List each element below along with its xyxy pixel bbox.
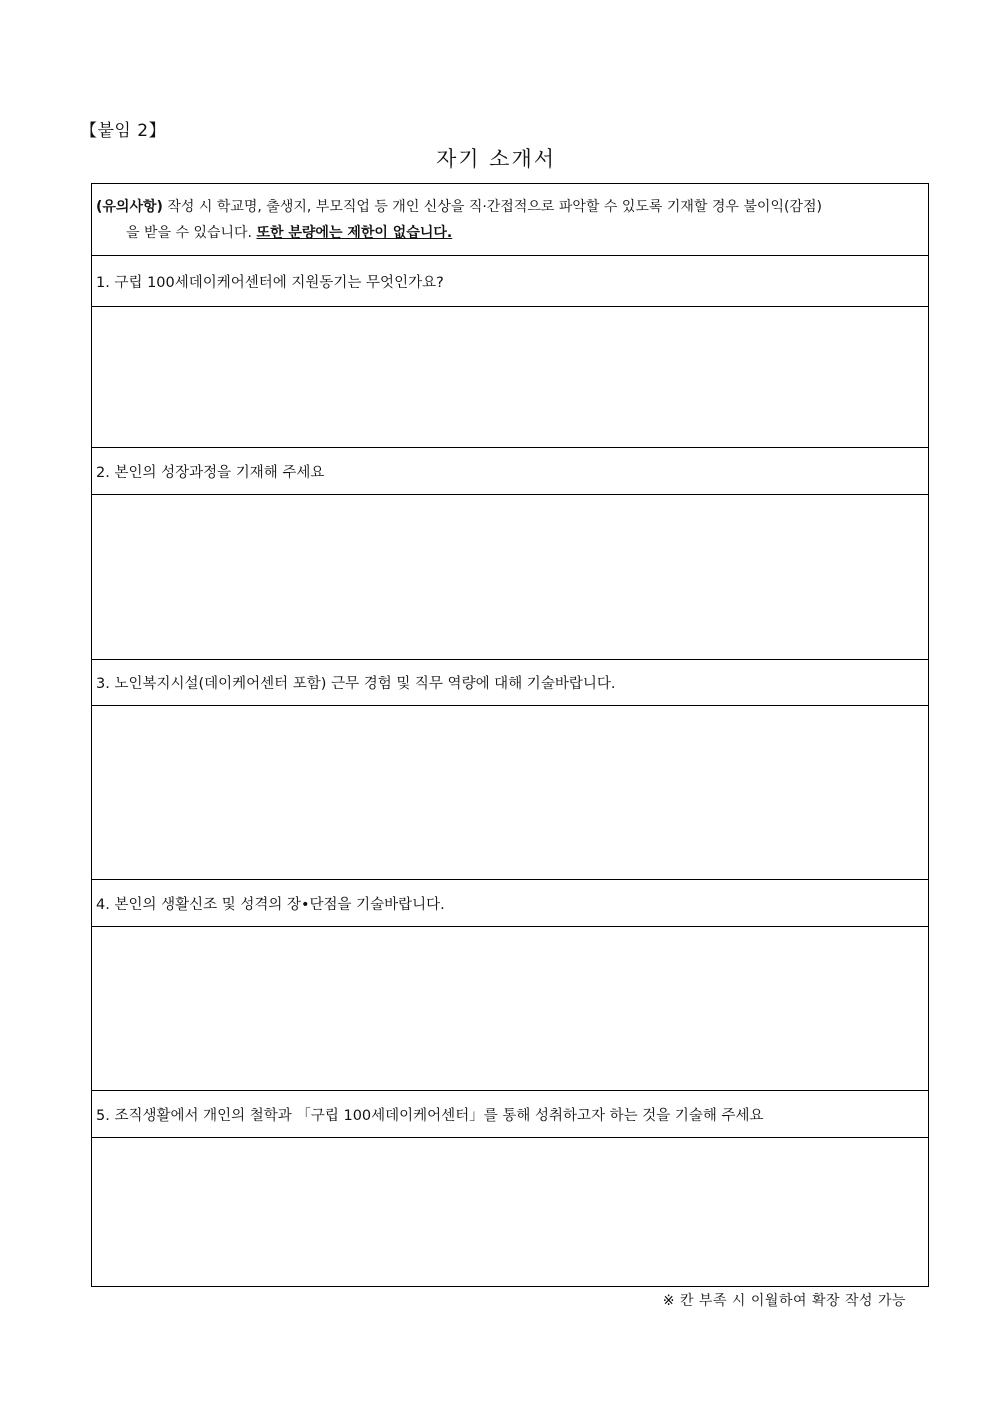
- notice-emphasis: 또한 분량에는 제한이 없습니다.: [256, 225, 453, 241]
- self-introduction-form: [91, 183, 929, 1287]
- notice-text-2: 을 받을 수 있습니다.: [126, 225, 257, 241]
- question-1: 1. 구립 100세데이케어센터에 지원동기는 무엇인가요?: [92, 256, 928, 307]
- answer-area-1[interactable]: [92, 307, 928, 448]
- answer-area-2[interactable]: [92, 495, 928, 660]
- answer-area-3[interactable]: [92, 706, 928, 880]
- answer-area-4[interactable]: [92, 927, 928, 1091]
- notice-line-2: [96, 220, 924, 246]
- notice-box: [92, 184, 928, 256]
- attachment-label: 【붙임 2】: [80, 121, 167, 141]
- notice-prefix: (유의사항): [96, 199, 163, 215]
- notice-line-1: [96, 194, 924, 220]
- document-title: 자기 소개서: [435, 147, 557, 171]
- notice-text-1: 작성 시 학교명, 출생지, 부모직업 등 개인 신상을 직·간접적으로 파악할 수 있도록 기재할 경우 불이익(감점): [162, 199, 822, 215]
- answer-area-5[interactable]: [92, 1138, 928, 1286]
- question-3: 3. 노인복지시설(데이케어센터 포함) 근무 경험 및 직무 역량에 대해 기술바랍니다.: [92, 660, 928, 706]
- question-4: 4. 본인의 생활신조 및 성격의 장•단점을 기술바랍니다.: [92, 880, 928, 927]
- question-5: 5. 조직생활에서 개인의 철학과 「구립 100세데이케어센터」를 통해 성취하고자 하는 것을 기술해 주세요: [92, 1091, 928, 1138]
- footnote: ※ 칸 부족 시 이월하여 확장 작성 가능: [662, 1293, 906, 1309]
- question-2: 2. 본인의 성장과정을 기재해 주세요: [92, 448, 928, 495]
